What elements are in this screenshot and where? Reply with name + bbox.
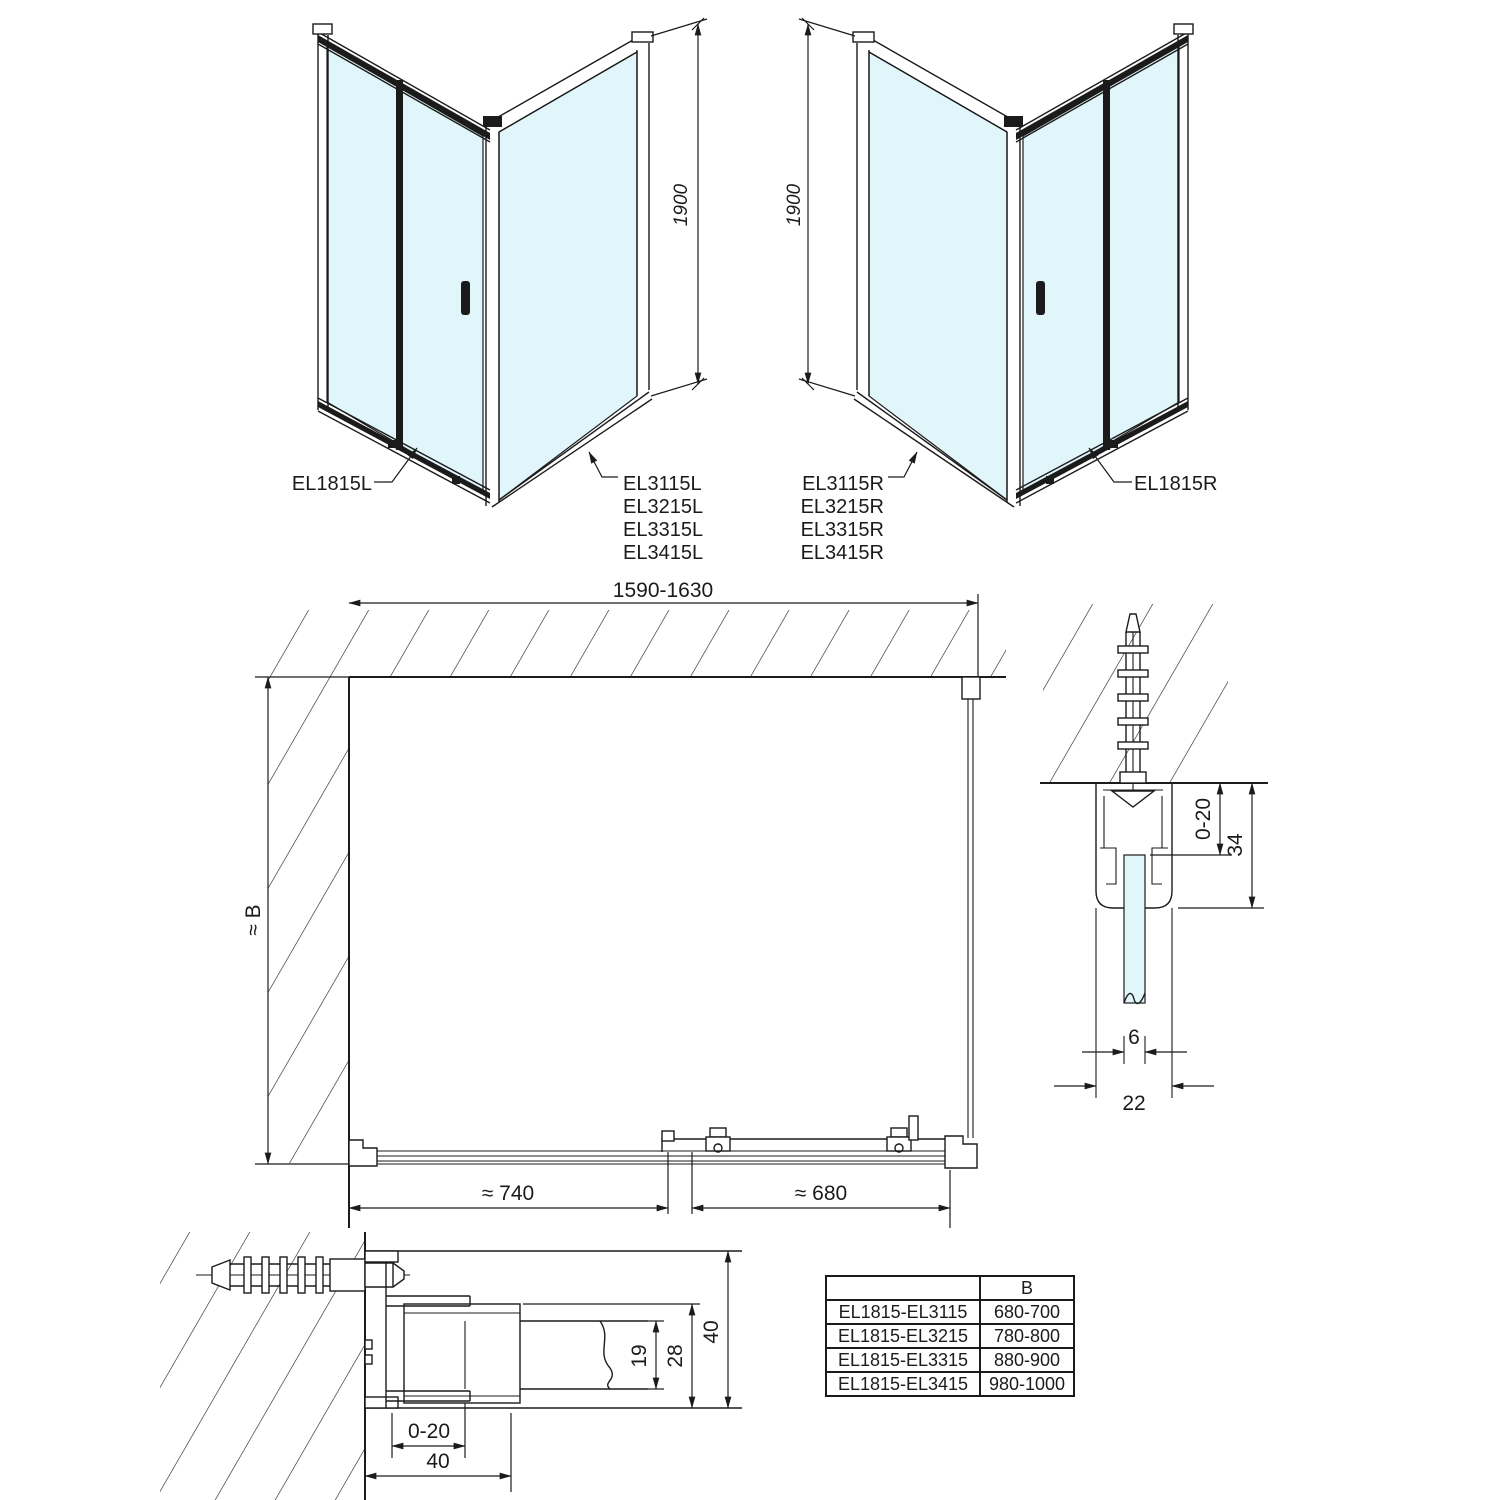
- plan-view: [242, 579, 1006, 1228]
- right-door-model-label: EL1815R: [1134, 473, 1218, 495]
- b-cell: 780-800: [980, 1324, 1074, 1348]
- panel-profile-detail: [160, 1232, 742, 1500]
- left-height-dimension: 1900: [671, 183, 692, 227]
- left-panel-model-label-1: EL3115L: [623, 473, 702, 495]
- plan-wall-profile: [349, 1140, 377, 1166]
- panel-profile-depth-dimension: 40: [700, 1320, 723, 1344]
- left-door-model-label: EL1815L: [291, 473, 372, 495]
- profile-adjustment-dimension: 0-20: [1192, 797, 1215, 841]
- wall-profile-detail: [1040, 604, 1268, 1115]
- b-cell: 880-900: [980, 1348, 1074, 1372]
- glass-pane-section: [1124, 855, 1145, 1004]
- table-row: [826, 1324, 1074, 1348]
- plan-door-dimension: ≈ 680: [794, 1182, 848, 1205]
- table-row: [826, 1372, 1074, 1396]
- screw-head-icon: [1112, 791, 1154, 807]
- iso-view-right: [784, 18, 1217, 564]
- plan-corner-profile: [945, 1136, 977, 1168]
- plan-depth-dimension: ≈ B: [242, 904, 265, 936]
- size-table-b-header: B: [980, 1276, 1074, 1300]
- size-table-models-header: [826, 1276, 980, 1300]
- plan-sliding-door: [662, 1116, 945, 1152]
- iso-view-left: [292, 18, 707, 564]
- right-panel-model-label-1: EL3115R: [802, 473, 884, 495]
- right-panel-model-label-2: EL3215R: [800, 496, 884, 518]
- profile-height-dimension: 34: [1224, 833, 1247, 857]
- profile-width-dimension: 22: [1122, 1092, 1146, 1115]
- size-table-header-row: [826, 1276, 1074, 1300]
- left-panel-model-label-2: EL3215L: [623, 496, 704, 518]
- left-panel-model-label-3: EL3315L: [623, 519, 704, 541]
- models-cell: EL1815-EL3315: [826, 1348, 980, 1372]
- table-row: [826, 1348, 1074, 1372]
- panel-inner-width-dimension: 40: [426, 1450, 450, 1473]
- panel-adjustment-dimension: 0-20: [407, 1420, 451, 1443]
- models-cell: EL1815-EL3415: [826, 1372, 980, 1396]
- table-row: [826, 1300, 1074, 1324]
- panel-inner-height-dimension: 28: [664, 1344, 687, 1368]
- models-cell: EL1815-EL3115: [826, 1300, 980, 1324]
- panel-profile-outline: [365, 1251, 742, 1408]
- glass-thickness-dimension: 6: [1128, 1026, 1140, 1049]
- b-cell: 680-700: [980, 1300, 1074, 1324]
- b-cell: 980-1000: [980, 1372, 1074, 1396]
- wall-hatch-left: [268, 677, 349, 1163]
- plan-fixed-part-dimension: ≈ 740: [481, 1182, 535, 1205]
- wall-hatch-top: [268, 610, 1006, 677]
- right-panel-model-label-3: EL3315R: [800, 519, 884, 541]
- plan-wall-bracket: [962, 677, 980, 699]
- right-height-dimension: 1900: [784, 183, 805, 227]
- models-cell: EL1815-EL3215: [826, 1324, 980, 1348]
- size-table: [825, 1275, 1075, 1397]
- plan-width-dimension: 1590-1630: [612, 579, 714, 602]
- panel-glass-pocket-dimension: 19: [628, 1344, 651, 1368]
- left-panel-model-label-4: EL3415L: [623, 542, 704, 564]
- right-panel-model-label-4: EL3415R: [800, 542, 884, 564]
